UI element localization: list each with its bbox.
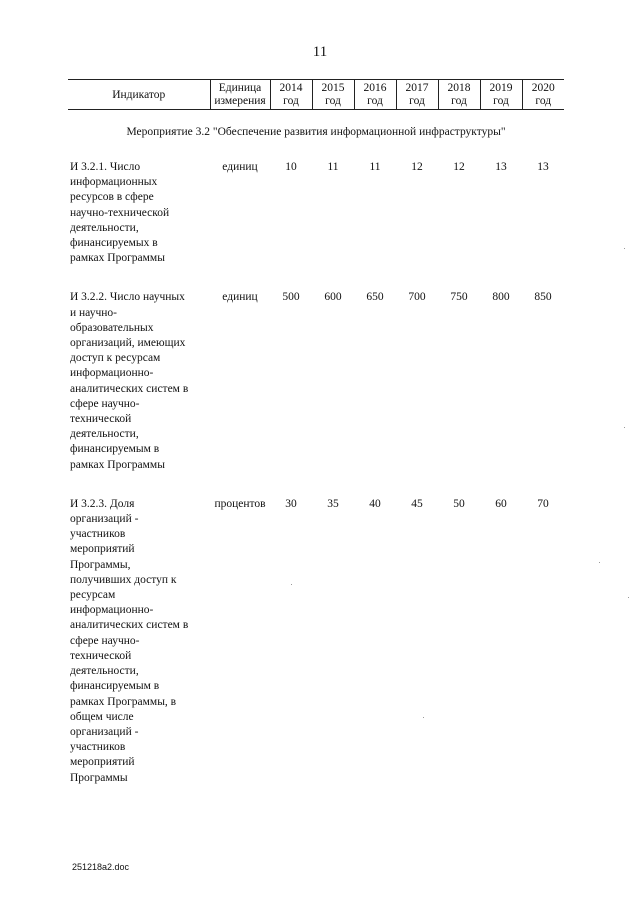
column-header-year (438, 80, 480, 110)
indicator-name (68, 160, 210, 266)
value-cell: 30 (285, 497, 297, 510)
value-cell: 600 (324, 291, 342, 304)
value-cell: 40 (369, 497, 381, 510)
indicator-name-line: общем числе (70, 710, 134, 723)
table-row (68, 160, 564, 266)
year-suffix: год (493, 95, 509, 107)
value-cell: 45 (411, 497, 423, 510)
scan-speck (628, 597, 629, 598)
indicator-name-line: Программы (70, 771, 128, 784)
value-cell: 60 (495, 497, 507, 510)
table-row (68, 290, 564, 472)
row-spacer-cell (68, 473, 564, 497)
indicator-name-line: участников (70, 528, 126, 541)
indicator-name-line: аналитических систем в (70, 619, 189, 632)
year-suffix: год (325, 95, 341, 107)
value-cell: 10 (285, 161, 297, 173)
unit-cell: единиц (222, 291, 258, 304)
year-suffix: год (535, 95, 552, 107)
year-label: 2015 (321, 82, 345, 94)
unit-cell: процентов (214, 497, 266, 510)
column-header-unit-line2: измерения (214, 95, 266, 107)
indicator-name-line: финансируемым в (70, 680, 160, 693)
row-spacer-cell (68, 266, 564, 290)
value-cell: 70 (537, 497, 549, 510)
indicator-name-line: рамках Программы (70, 252, 165, 265)
indicator-name-line: информационно- (70, 367, 154, 380)
column-header-year (354, 80, 396, 110)
indicator-name-line: мероприятий (70, 756, 135, 769)
value-cell: 800 (492, 291, 510, 304)
year-suffix: год (451, 95, 467, 107)
value-cell: 850 (534, 291, 552, 304)
footer-filename: 251218a2.doc (72, 862, 130, 872)
year-label: 2018 (447, 82, 471, 94)
indicator-name-line: организаций - (70, 513, 139, 526)
column-header-year (522, 80, 564, 110)
indicator-name-line: ресурсов в сфере (70, 191, 154, 204)
value-cell: 12 (453, 161, 465, 173)
year-label: 2017 (405, 82, 429, 94)
indicator-name-line: мероприятий (70, 543, 135, 556)
year-suffix: год (367, 95, 383, 107)
year-label: 2014 (279, 82, 303, 94)
indicator-name-line: аналитических систем в (70, 382, 189, 395)
indicator-name-line: И 3.2.1. Число (70, 161, 141, 173)
indicator-name-line: Программы, (70, 558, 131, 571)
row-spacer (68, 473, 564, 497)
indicator-name-line: И 3.2.2. Число научных (70, 291, 185, 304)
year-label: 2020 (531, 82, 555, 94)
indicator-name-line: и научно- (70, 306, 117, 319)
value-cell: 12 (411, 161, 423, 173)
value-cell: 13 (495, 161, 507, 173)
value-cell: 50 (453, 497, 465, 510)
indicator-name-line: технической (70, 649, 132, 662)
table-row (68, 497, 564, 786)
indicator-name-line: информационно- (70, 604, 154, 617)
page-number: 11 (312, 44, 328, 60)
indicator-name-line: организаций, имеющих (70, 337, 186, 350)
indicator-name-line: образовательных (70, 321, 154, 334)
column-header-unit-line1: Единица (218, 82, 262, 94)
column-header-unit (210, 80, 270, 110)
indicator-name-line: деятельности, (70, 428, 139, 441)
indicator-name-line: рамках Программы, в (70, 695, 177, 708)
indicator-name-line: информационных (70, 176, 158, 189)
value-cell: 700 (408, 291, 426, 304)
value-cell: 11 (327, 161, 339, 173)
indicator-name-line: организаций - (70, 725, 139, 738)
value-cell: 750 (450, 291, 468, 304)
column-header-year (396, 80, 438, 110)
scan-speck (624, 427, 625, 428)
unit-cell: единиц (222, 161, 258, 173)
column-header-year (270, 80, 312, 110)
scan-speck (599, 562, 600, 563)
year-suffix: год (283, 95, 299, 107)
indicator-name-line: сфере научно- (70, 634, 140, 647)
column-header-indicator: Индикатор (68, 80, 210, 110)
indicator-name-line: сфере научно- (70, 397, 140, 410)
indicator-name-line: финансируемым в (70, 443, 160, 456)
scan-speck (423, 717, 424, 718)
value-cell: 11 (369, 161, 381, 173)
indicator-name (68, 290, 210, 472)
indicator-name-line: рамках Программы (70, 458, 165, 471)
year-label: 2019 (489, 82, 513, 94)
year-suffix: год (409, 95, 425, 107)
scan-speck (624, 248, 625, 249)
value-cell: 650 (366, 291, 384, 304)
indicator-name-line: ресурсам (70, 589, 116, 602)
row-spacer (68, 266, 564, 290)
indicator-name-line: финансируемых в (70, 237, 158, 250)
indicator-name-line: научно-технической (70, 206, 170, 219)
scan-speck (291, 584, 292, 585)
indicator-table (68, 160, 564, 786)
indicator-name-line: деятельности, (70, 665, 139, 678)
column-header-year (480, 80, 522, 110)
value-cell: 500 (282, 291, 300, 304)
indicator-name-line: получивших доступ к (70, 573, 177, 586)
table-header (68, 79, 564, 110)
indicator-name-line: деятельности, (70, 221, 139, 234)
indicator-name-line: доступ к ресурсам (70, 352, 161, 365)
indicator-name-line: И 3.2.3. Доля (70, 497, 135, 510)
indicator-name (68, 497, 210, 786)
year-label: 2016 (363, 82, 387, 94)
indicator-name-line: участников (70, 741, 126, 754)
column-header-year (312, 80, 354, 110)
value-cell: 13 (537, 161, 549, 173)
value-cell: 35 (327, 497, 339, 510)
section-title: Мероприятие 3.2 "Обеспечение развития информационной инфраструктуры" (126, 126, 506, 138)
indicator-name-line: технической (70, 413, 132, 426)
